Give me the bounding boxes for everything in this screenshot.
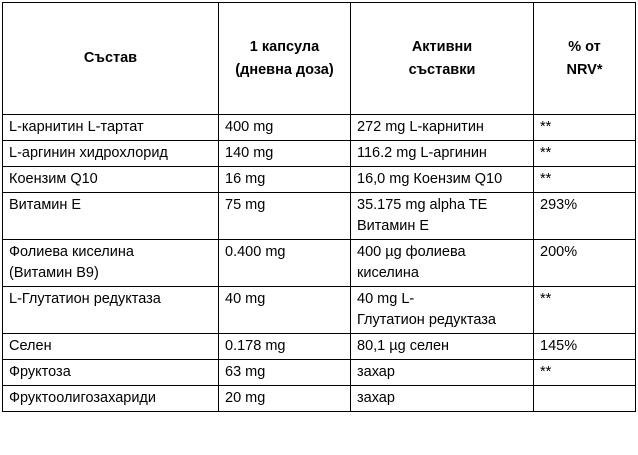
cell-active: 80,1 µg селен [351,334,534,360]
cell-composition: Витамин Е [3,193,219,240]
table-row [3,386,636,412]
cell-dose: 400 mg [219,115,351,141]
cell-nrv: ** [534,167,636,193]
cell-nrv: ** [534,115,636,141]
cell-active: захар [351,386,534,412]
cell-nrv: 200% [534,240,636,287]
cell-composition: L-аргинин хидрохлорид [3,141,219,167]
cell-nrv: 293% [534,193,636,240]
cell-active: 116.2 mg L-аргинин [351,141,534,167]
cell-active: захар [351,360,534,386]
table-row [3,240,636,287]
cell-dose: 0.400 mg [219,240,351,287]
header-capsule-dose: 1 капсула (дневна доза) [219,3,351,115]
table-row [3,193,636,240]
cell-nrv: ** [534,287,636,334]
cell-dose: 16 mg [219,167,351,193]
cell-active: 400 µg фолиева киселина [351,240,534,287]
table-body [3,115,636,412]
header-nrv-percent: % от NRV* [534,3,636,115]
cell-active: 35.175 mg alpha TE Витамин Е [351,193,534,240]
cell-nrv: 145% [534,334,636,360]
cell-dose: 63 mg [219,360,351,386]
cell-nrv [534,386,636,412]
cell-active: 40 mg L- Глутатион редуктаза [351,287,534,334]
cell-composition: Селен [3,334,219,360]
table-header [3,3,636,115]
cell-active: 272 mg L-карнитин [351,115,534,141]
table-row [3,360,636,386]
cell-dose: 0.178 mg [219,334,351,360]
cell-dose: 20 mg [219,386,351,412]
cell-composition: Фруктоолигозахариди [3,386,219,412]
table-row [3,141,636,167]
cell-dose: 40 mg [219,287,351,334]
cell-composition: L-Глутатион редуктаза [3,287,219,334]
table-row [3,334,636,360]
table-row [3,167,636,193]
cell-dose: 140 mg [219,141,351,167]
header-row [3,3,636,115]
cell-composition: Коензим Q10 [3,167,219,193]
composition-table [2,2,636,412]
table-row [3,115,636,141]
table-row [3,287,636,334]
header-active-ingredients: Активни съставки [351,3,534,115]
header-composition: Състав [3,3,219,115]
cell-composition: Фолиева киселина (Витамин В9) [3,240,219,287]
cell-nrv: ** [534,360,636,386]
cell-composition: L-карнитин L-тартат [3,115,219,141]
cell-dose: 75 mg [219,193,351,240]
cell-composition: Фруктоза [3,360,219,386]
cell-nrv: ** [534,141,636,167]
cell-active: 16,0 mg Коензим Q10 [351,167,534,193]
